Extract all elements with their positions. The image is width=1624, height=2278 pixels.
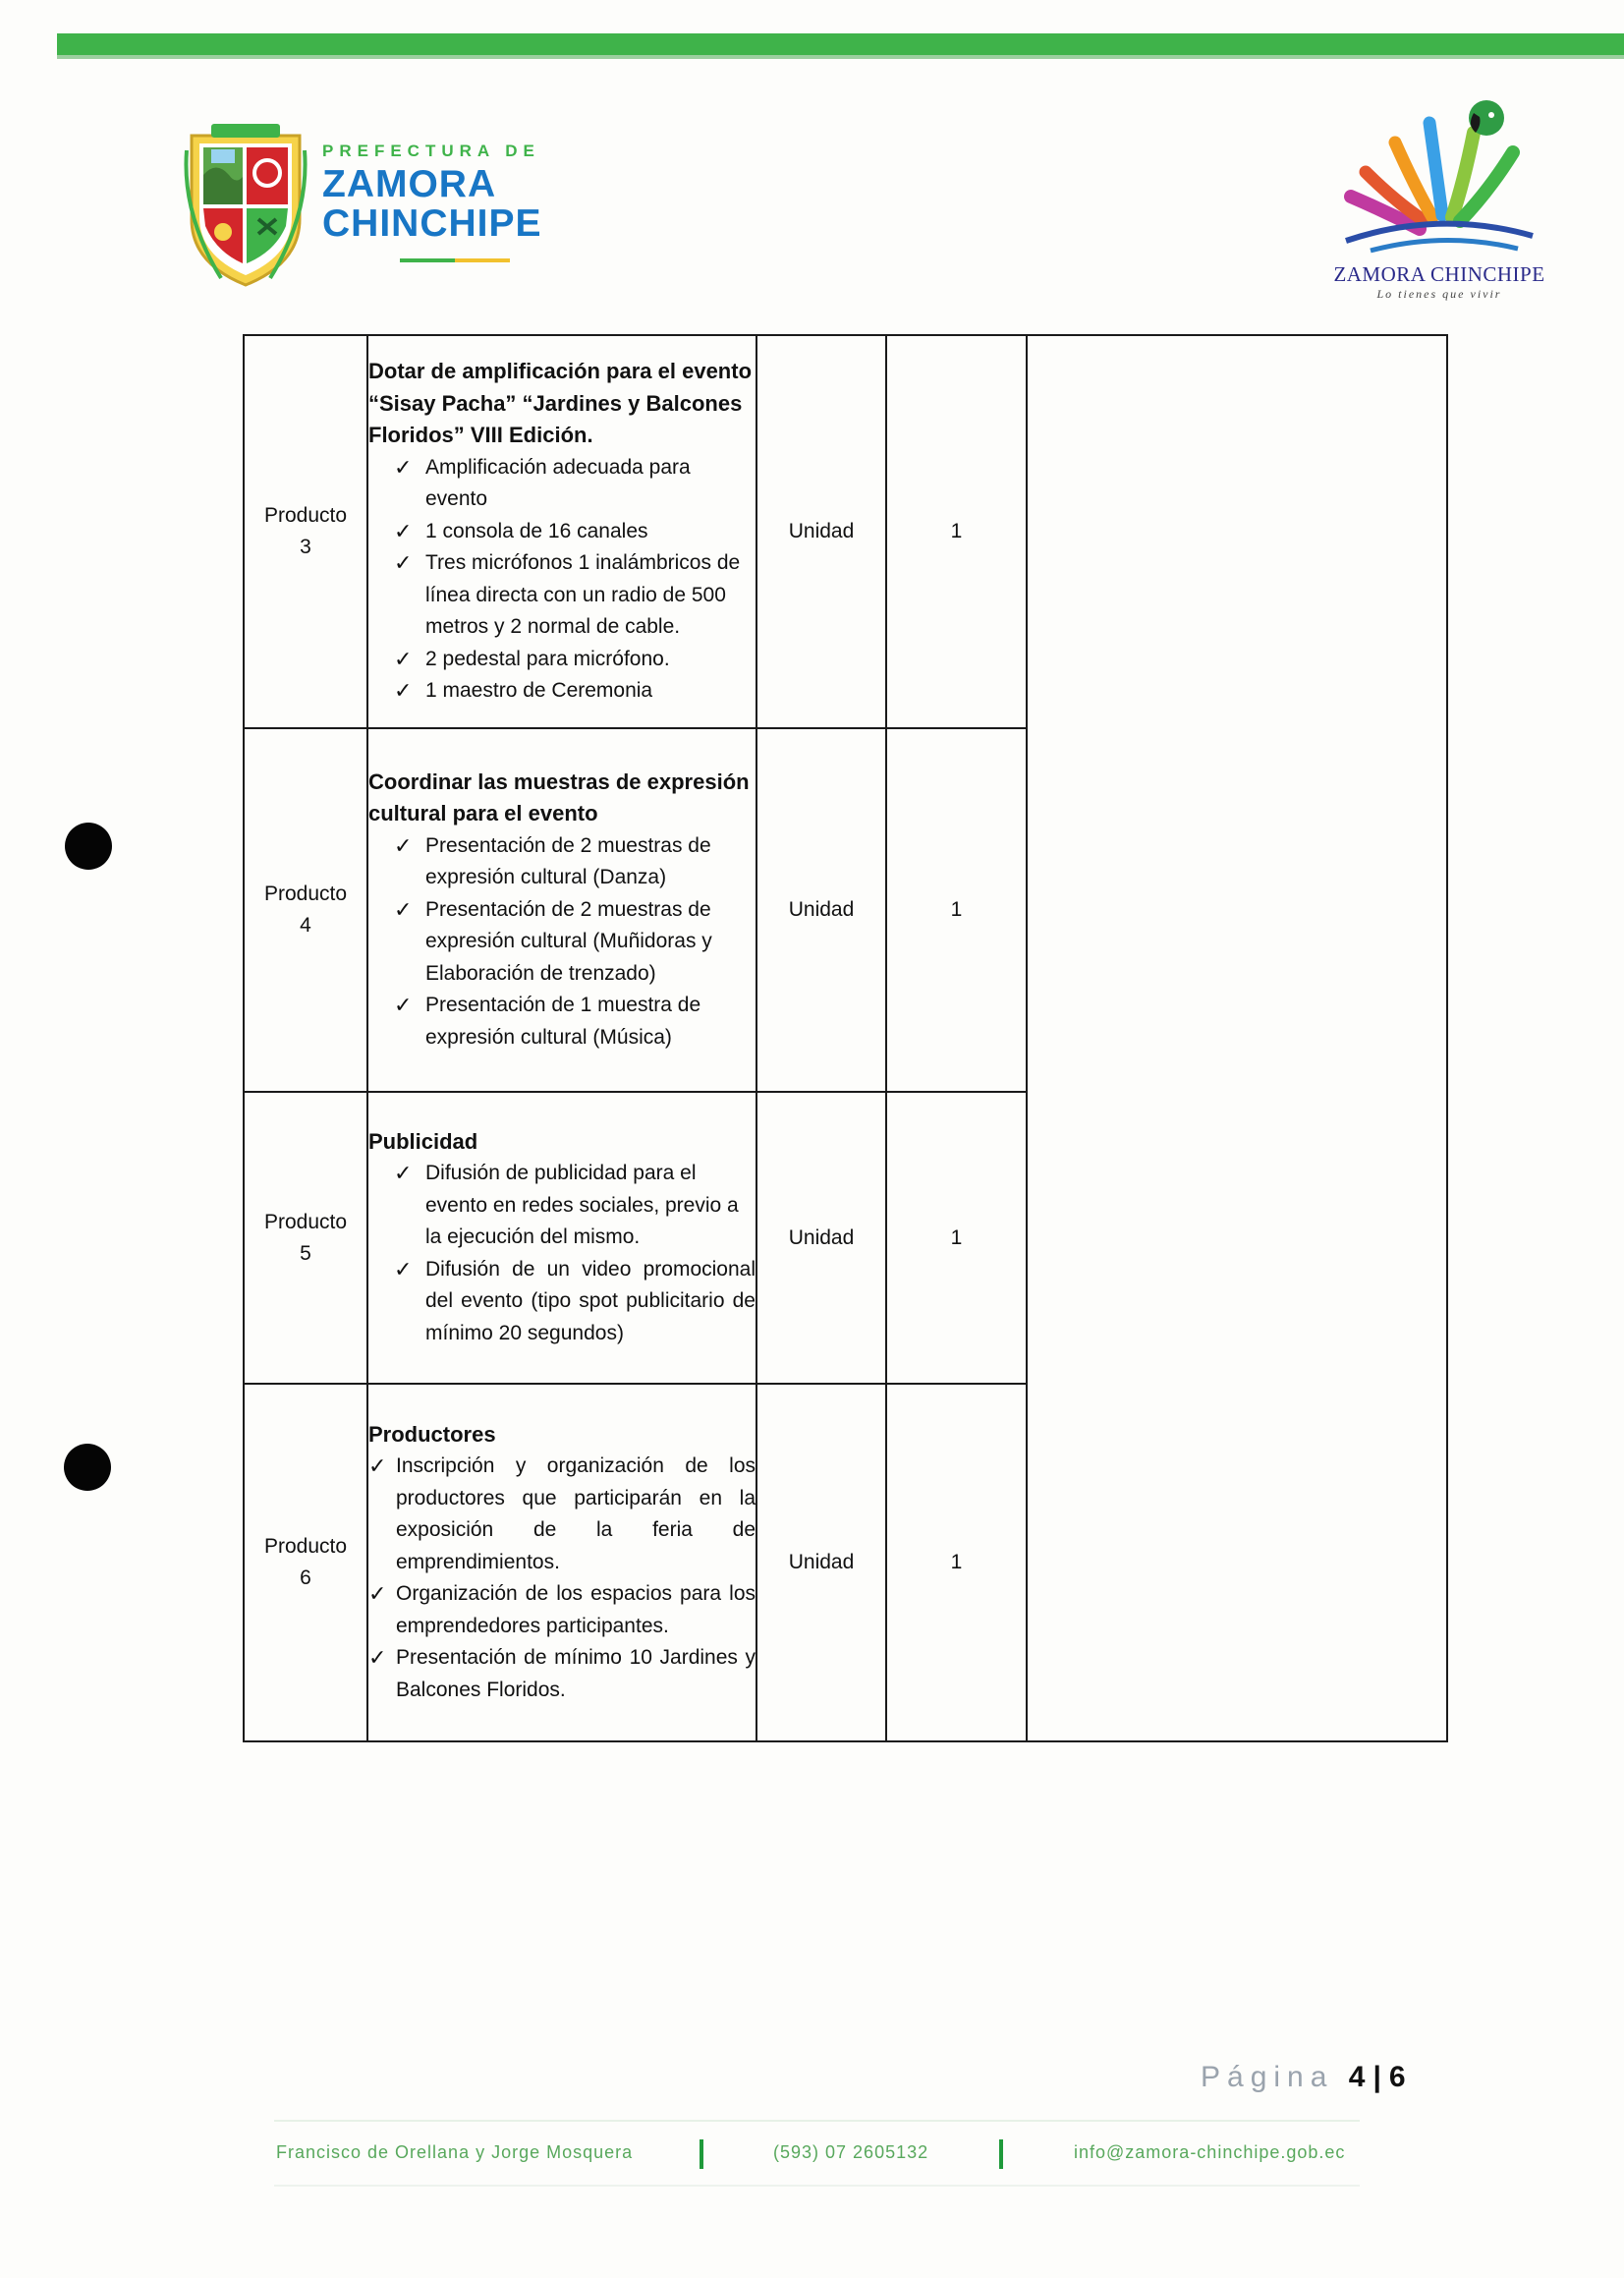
header-green-bar <box>57 33 1624 55</box>
checkmark-icon: ✓ <box>394 518 413 543</box>
product-number: 3 <box>300 536 311 558</box>
footer-phone: (593) 07 2605132 <box>773 2142 929 2162</box>
product-label: Producto <box>263 1210 348 1233</box>
checklist <box>368 452 756 708</box>
brand-prefix: PREFECTURA DE <box>322 142 540 160</box>
description-cell <box>367 1092 756 1384</box>
list-item: ✓ Presentación de 1 muestra de expresión cultural (Música) <box>394 990 756 1054</box>
footer-address: Francisco de Orellana y Jorge Mosquera <box>276 2142 634 2162</box>
checkmark-icon: ✓ <box>394 646 413 671</box>
checkmark-icon: ✓ <box>368 1645 387 1671</box>
checklist <box>368 830 756 1054</box>
footer-email: info@zamora-chinchipe.gob.ec <box>1074 2142 1346 2162</box>
list-item: ✓ Presentación de 2 muestras de expresión cultural (Muñidoras y Elaboración de trenzado) <box>394 894 756 991</box>
unit-cell: Unidad <box>756 1092 886 1384</box>
item-title: Coordinar las muestras de expresión cultural para el evento <box>368 769 750 826</box>
punch-hole <box>65 823 112 870</box>
brand-name-line1: ZAMORA <box>322 163 497 205</box>
tourism-brand-tagline: Lo tienes que vivir <box>1376 287 1502 301</box>
page-separator: | <box>1372 2061 1381 2093</box>
current-page: 4 <box>1348 2061 1366 2093</box>
product-label: Producto <box>263 1535 348 1558</box>
list-item: ✓ Organización de los espacios para los emprendedores participantes. <box>368 1578 756 1642</box>
empty-cell <box>1027 335 1447 1741</box>
list-item: ✓ 1 maestro de Ceremonia <box>394 675 756 708</box>
checkmark-icon: ✓ <box>394 832 413 858</box>
unit-cell: Unidad <box>756 335 886 728</box>
footer-divider <box>700 2139 703 2169</box>
punch-hole <box>64 1444 111 1491</box>
quantity-cell: 1 <box>886 728 1027 1092</box>
quantity-cell: 1 <box>886 335 1027 728</box>
item-title: Productores <box>368 1421 496 1447</box>
checkmark-icon: ✓ <box>394 993 413 1018</box>
page-number <box>1201 2061 1406 2094</box>
product-cell <box>244 335 367 728</box>
item-title: Dotar de amplificación para el evento “Sisay Pacha” “Jardines y Balcones Floridos” VIII Edición. <box>368 359 753 448</box>
checkmark-icon: ✓ <box>394 1256 413 1281</box>
product-cell <box>244 728 367 1092</box>
list-item: ✓ Difusión de publicidad para el evento en redes sociales, previo a la ejecución del mismo. <box>394 1158 756 1254</box>
list-item: ✓ 1 consola de 16 canales <box>394 516 756 548</box>
tourism-brand-name: ZAMORA CHINCHIPE <box>1333 262 1545 286</box>
list-item: ✓ 2 pedestal para micrófono. <box>394 644 756 676</box>
zamora-chinchipe-tourism-logo <box>1326 93 1552 310</box>
quantity-cell: 1 <box>886 1384 1027 1741</box>
unit-cell: Unidad <box>756 728 886 1092</box>
checkmark-icon: ✓ <box>394 678 413 704</box>
quantity-cell: 1 <box>886 1092 1027 1384</box>
list-item: ✓ Inscripción y organización de los productores que participarán en la exposición de la feria de emprendimientos. <box>368 1451 756 1578</box>
brand-underline <box>400 258 510 262</box>
checklist <box>368 1158 756 1349</box>
total-pages: 6 <box>1388 2061 1406 2093</box>
item-title: Publicidad <box>368 1128 478 1154</box>
product-number: 6 <box>300 1566 311 1589</box>
checkmark-icon: ✓ <box>394 896 413 922</box>
checkmark-icon: ✓ <box>394 454 413 480</box>
description-cell <box>367 335 756 728</box>
product-cell <box>244 1092 367 1384</box>
list-item: ✓ Tres micrófonos 1 inalámbricos de línea directa con un radio de 500 metros y 2 normal de cable. <box>394 547 756 644</box>
list-item: ✓ Difusión de un video promocional del evento (tipo spot publicitario de mínimo 20 segundos) <box>394 1254 756 1350</box>
parrot-feathers-icon <box>1326 93 1552 265</box>
checkmark-icon: ✓ <box>368 1581 387 1607</box>
list-item: ✓ Amplificación adecuada para evento <box>394 452 756 516</box>
checklist <box>368 1451 756 1706</box>
product-label: Producto <box>263 504 348 527</box>
checkmark-icon: ✓ <box>394 1161 413 1186</box>
unit-cell: Unidad <box>756 1384 886 1741</box>
footer-divider <box>999 2139 1003 2169</box>
list-item: ✓ Presentación de 2 muestras de expresión cultural (Danza) <box>394 830 756 894</box>
checkmark-icon: ✓ <box>394 550 413 576</box>
checkmark-icon: ✓ <box>368 1453 387 1479</box>
footer-rule <box>274 2120 1360 2122</box>
prefectura-logo <box>182 116 575 293</box>
product-number: 5 <box>300 1241 311 1265</box>
table-row <box>244 335 1447 728</box>
brand-name-line2: CHINCHIPE <box>322 202 542 245</box>
product-number: 4 <box>300 914 311 937</box>
footer-rule <box>274 2185 1360 2187</box>
header-green-bar-shadow <box>57 55 1624 59</box>
description-cell <box>367 728 756 1092</box>
product-label: Producto <box>263 883 348 905</box>
product-cell <box>244 1384 367 1741</box>
description-cell <box>367 1384 756 1741</box>
products-table <box>243 334 1448 1742</box>
coat-of-arms-icon <box>182 116 309 293</box>
page-word: Página <box>1201 2061 1334 2093</box>
list-item: ✓ Presentación de mínimo 10 Jardines y Balcones Floridos. <box>368 1642 756 1706</box>
